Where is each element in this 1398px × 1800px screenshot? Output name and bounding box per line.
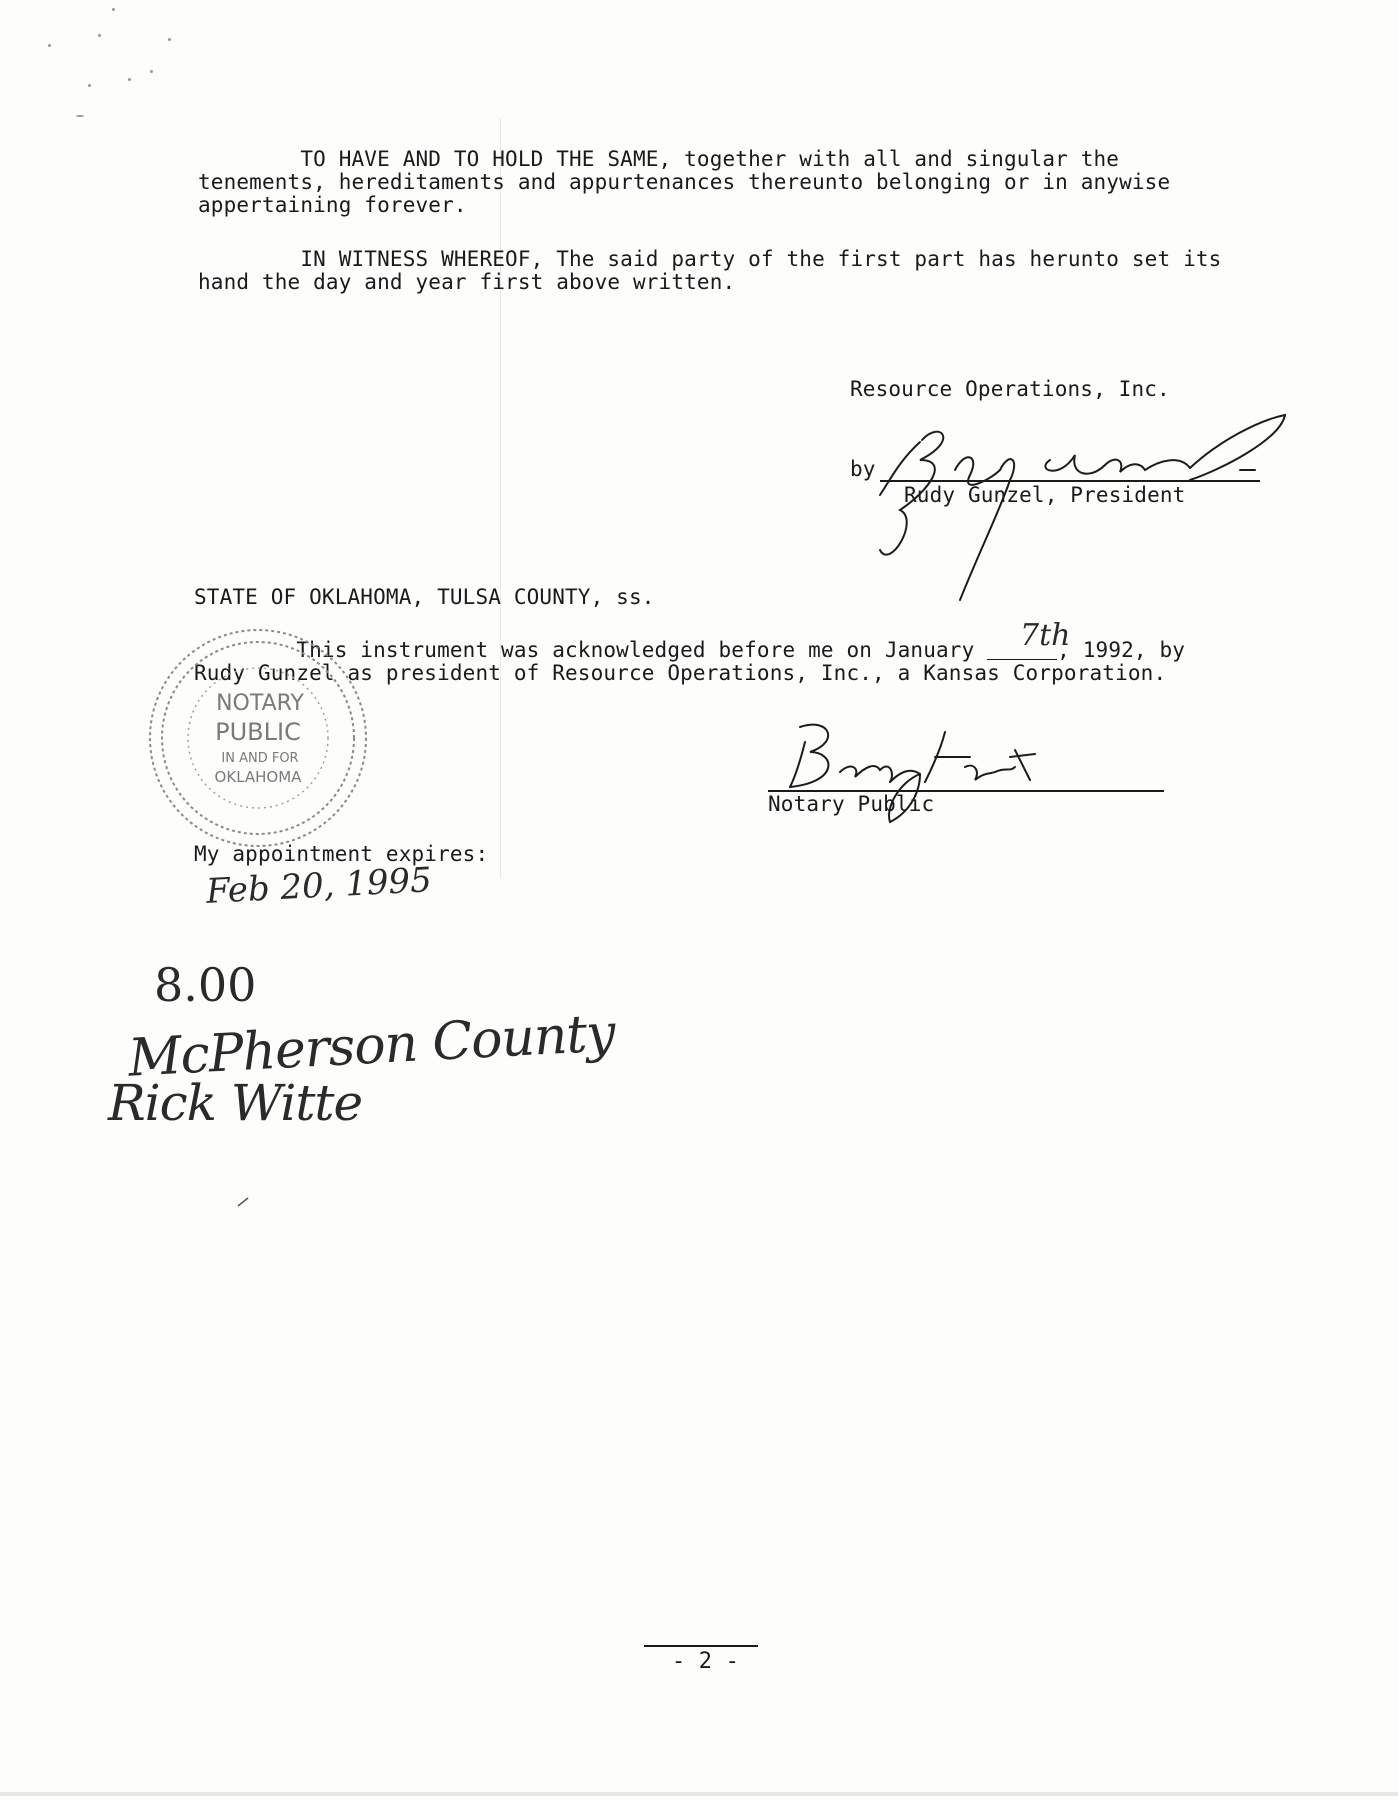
witness-line-2: hand the day and year first above written. [198, 270, 736, 294]
footer-rule [644, 1645, 758, 1647]
appointment-expires-label: My appointment expires: [194, 842, 489, 866]
pen-mark [236, 1196, 250, 1208]
habendum-line-2: tenements, hereditaments and appurtenances thereunto belonging or in anywise [198, 170, 1171, 194]
notary-seal [128, 618, 408, 858]
recording-fee: 8.00 [154, 958, 257, 1012]
president-signature [860, 400, 1290, 620]
scan-edge [0, 1792, 1398, 1796]
signer-name: Rudy Gunzel, President [904, 483, 1186, 507]
fold-line [500, 118, 501, 878]
recording-county: McPherson County [126, 1003, 617, 1089]
habendum-line-1: TO HAVE AND TO HOLD THE SAME, together with all and singular the [198, 147, 1120, 171]
page-number: - 2 - [672, 1649, 739, 1674]
acknowledgment-day: 7th [1020, 618, 1071, 653]
company-name: Resource Operations, Inc. [850, 377, 1170, 401]
venue-line: STATE OF OKLAHOMA, TULSA COUNTY, ss. [194, 585, 655, 609]
by-label: by [850, 457, 876, 481]
appointment-expires-date: Feb 20, 1995 [205, 860, 433, 912]
witness-line-1: IN WITNESS WHEREOF, The said party of the first part has herunto set its [198, 247, 1222, 271]
acknowledgment-line-1: This instrument was acknowledged before me on January , 1992, by [194, 638, 1186, 662]
svg-text:PUBLIC: PUBLIC [215, 718, 301, 746]
habendum-line-3: appertaining forever. [198, 193, 467, 217]
svg-text:NOTARY: NOTARY [216, 691, 304, 716]
svg-text:IN AND FOR: IN AND FOR [221, 751, 299, 766]
acknowledgment-line-2: Rudy Gunzel as president of Resource Operations, Inc., a Kansas Corporation. [194, 661, 1167, 685]
svg-text:OKLAHOMA: OKLAHOMA [214, 768, 302, 786]
recording-recorder: Rick Witte [108, 1074, 363, 1132]
notary-label: Notary Public [768, 792, 935, 816]
